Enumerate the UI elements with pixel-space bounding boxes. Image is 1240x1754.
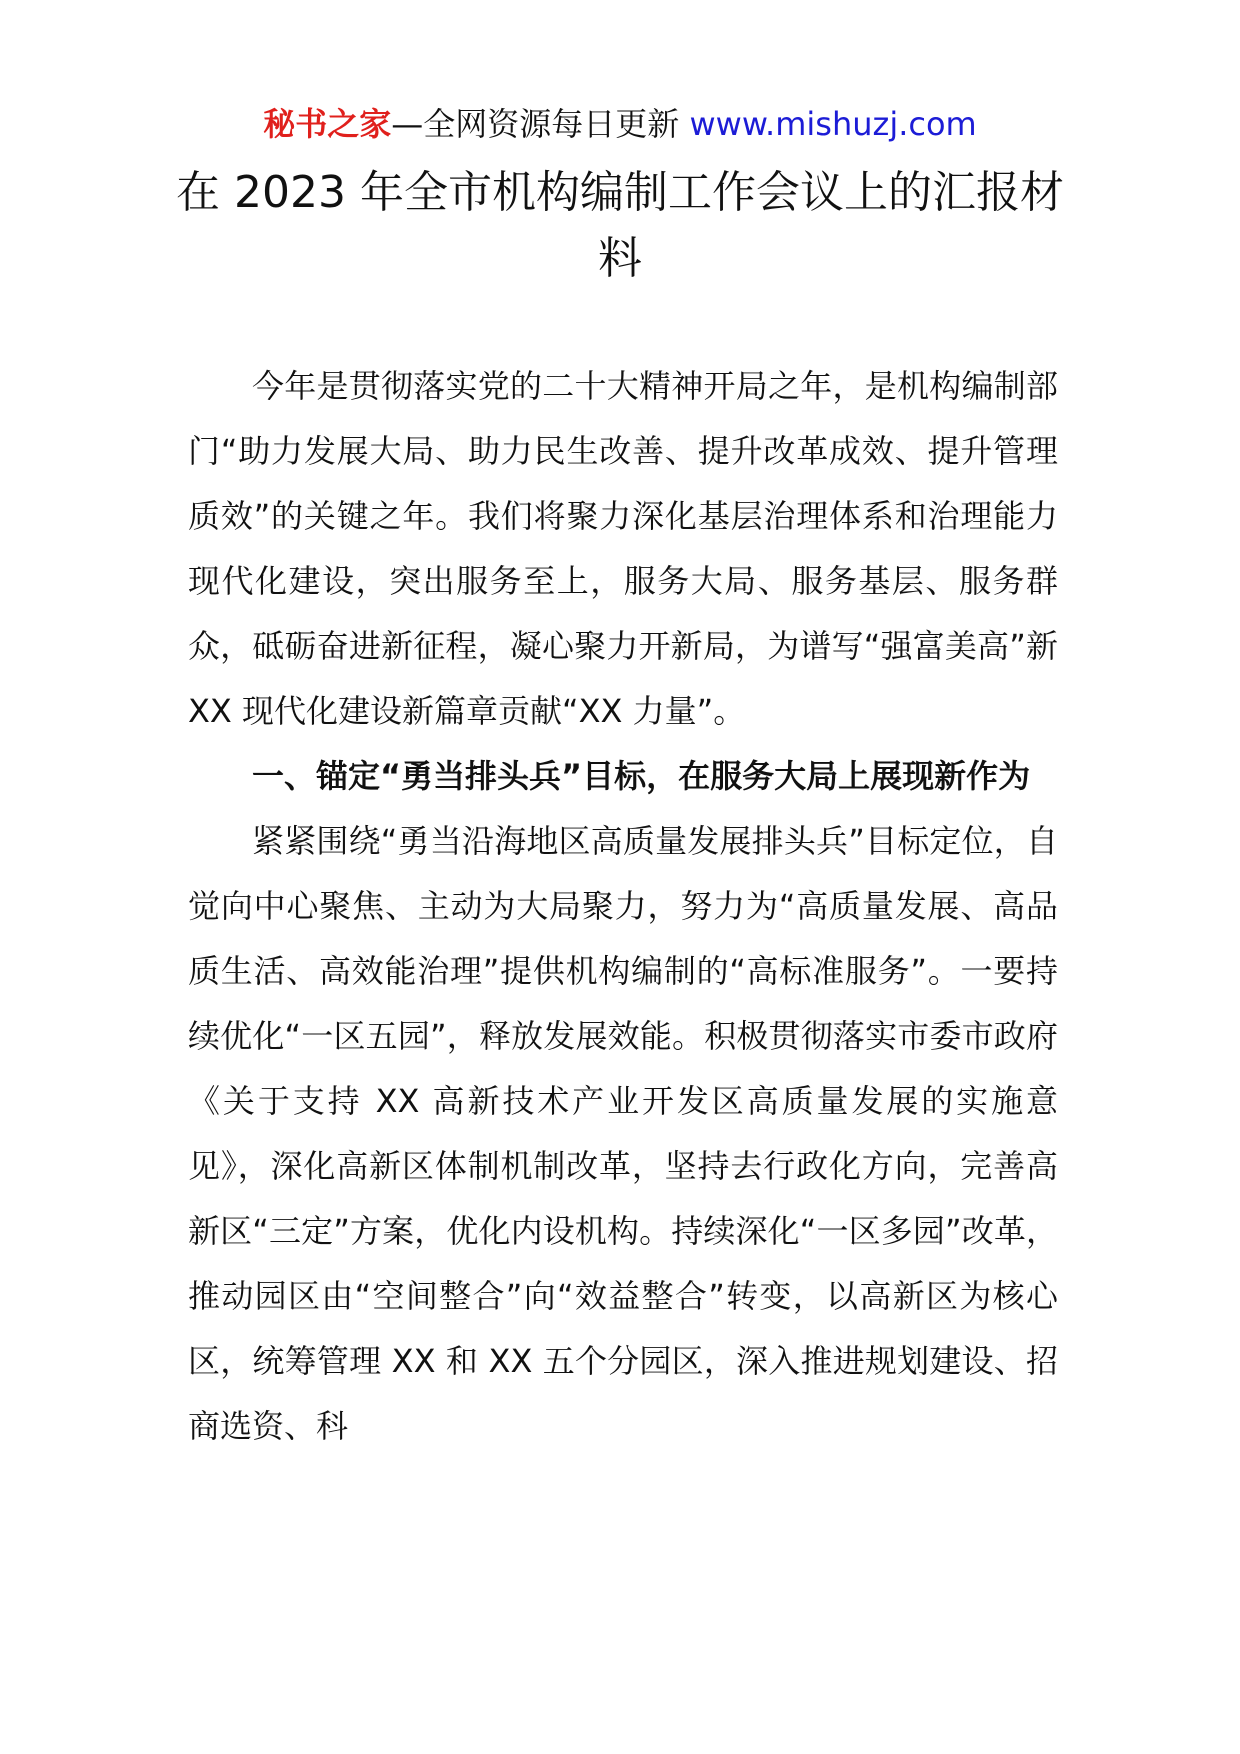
document-title: 在 2023 年全市机构编制工作会议上的汇报材料 (176, 167, 1064, 284)
watermark-header (0, 100, 1240, 148)
website-link[interactable]: www.mishuzj.com (689, 105, 977, 143)
section-heading: 一、锚定“勇当排头兵”目标，在服务大局上展现新作为 (252, 757, 1031, 795)
brand-name: 秘书之家 (263, 105, 392, 143)
section-paragraph: 紧紧围绕“勇当沿海地区高质量发展排头兵”目标定位，自觉向中心聚焦、主动为大局聚力，努力为“高质量发展、高品质生活、高效能治理”提供机构编制的“高标准服务”。一要持续优化“一区五园”，释放发展效能。积极贯彻落实市委市政府《关于支持 XX 高新技术产业开发区高质量发展的实施意见》，深化高新区体制机制改革，坚持去行政化方向，完善高新区“三定”方案，优化内设机构。持续深化“一区多园”改革，推动园区由“空间整合”向“效益整合”转变，以高新区为核心区，统筹管理 XX 和 XX 五个分园区，深入推进规划建设、招商选资、科 (188, 822, 1058, 1445)
header-tagline: —全网资源每日更新 (391, 105, 680, 143)
document-body (188, 354, 1058, 1459)
intro-paragraph: 今年是贯彻落实党的二十大精神开局之年，是机构编制部门“助力发展大局、助力民生改善、提升改革成效、提升管理质效”的关键之年。我们将聚力深化基层治理体系和治理能力现代化建设，突出服务至上，服务大局、服务基层、服务群众，砥砺奋进新征程，凝心聚力开新局，为谱写“强富美高”新 XX 现代化建设新篇章贡献“XX 力量”。 (188, 367, 1058, 730)
